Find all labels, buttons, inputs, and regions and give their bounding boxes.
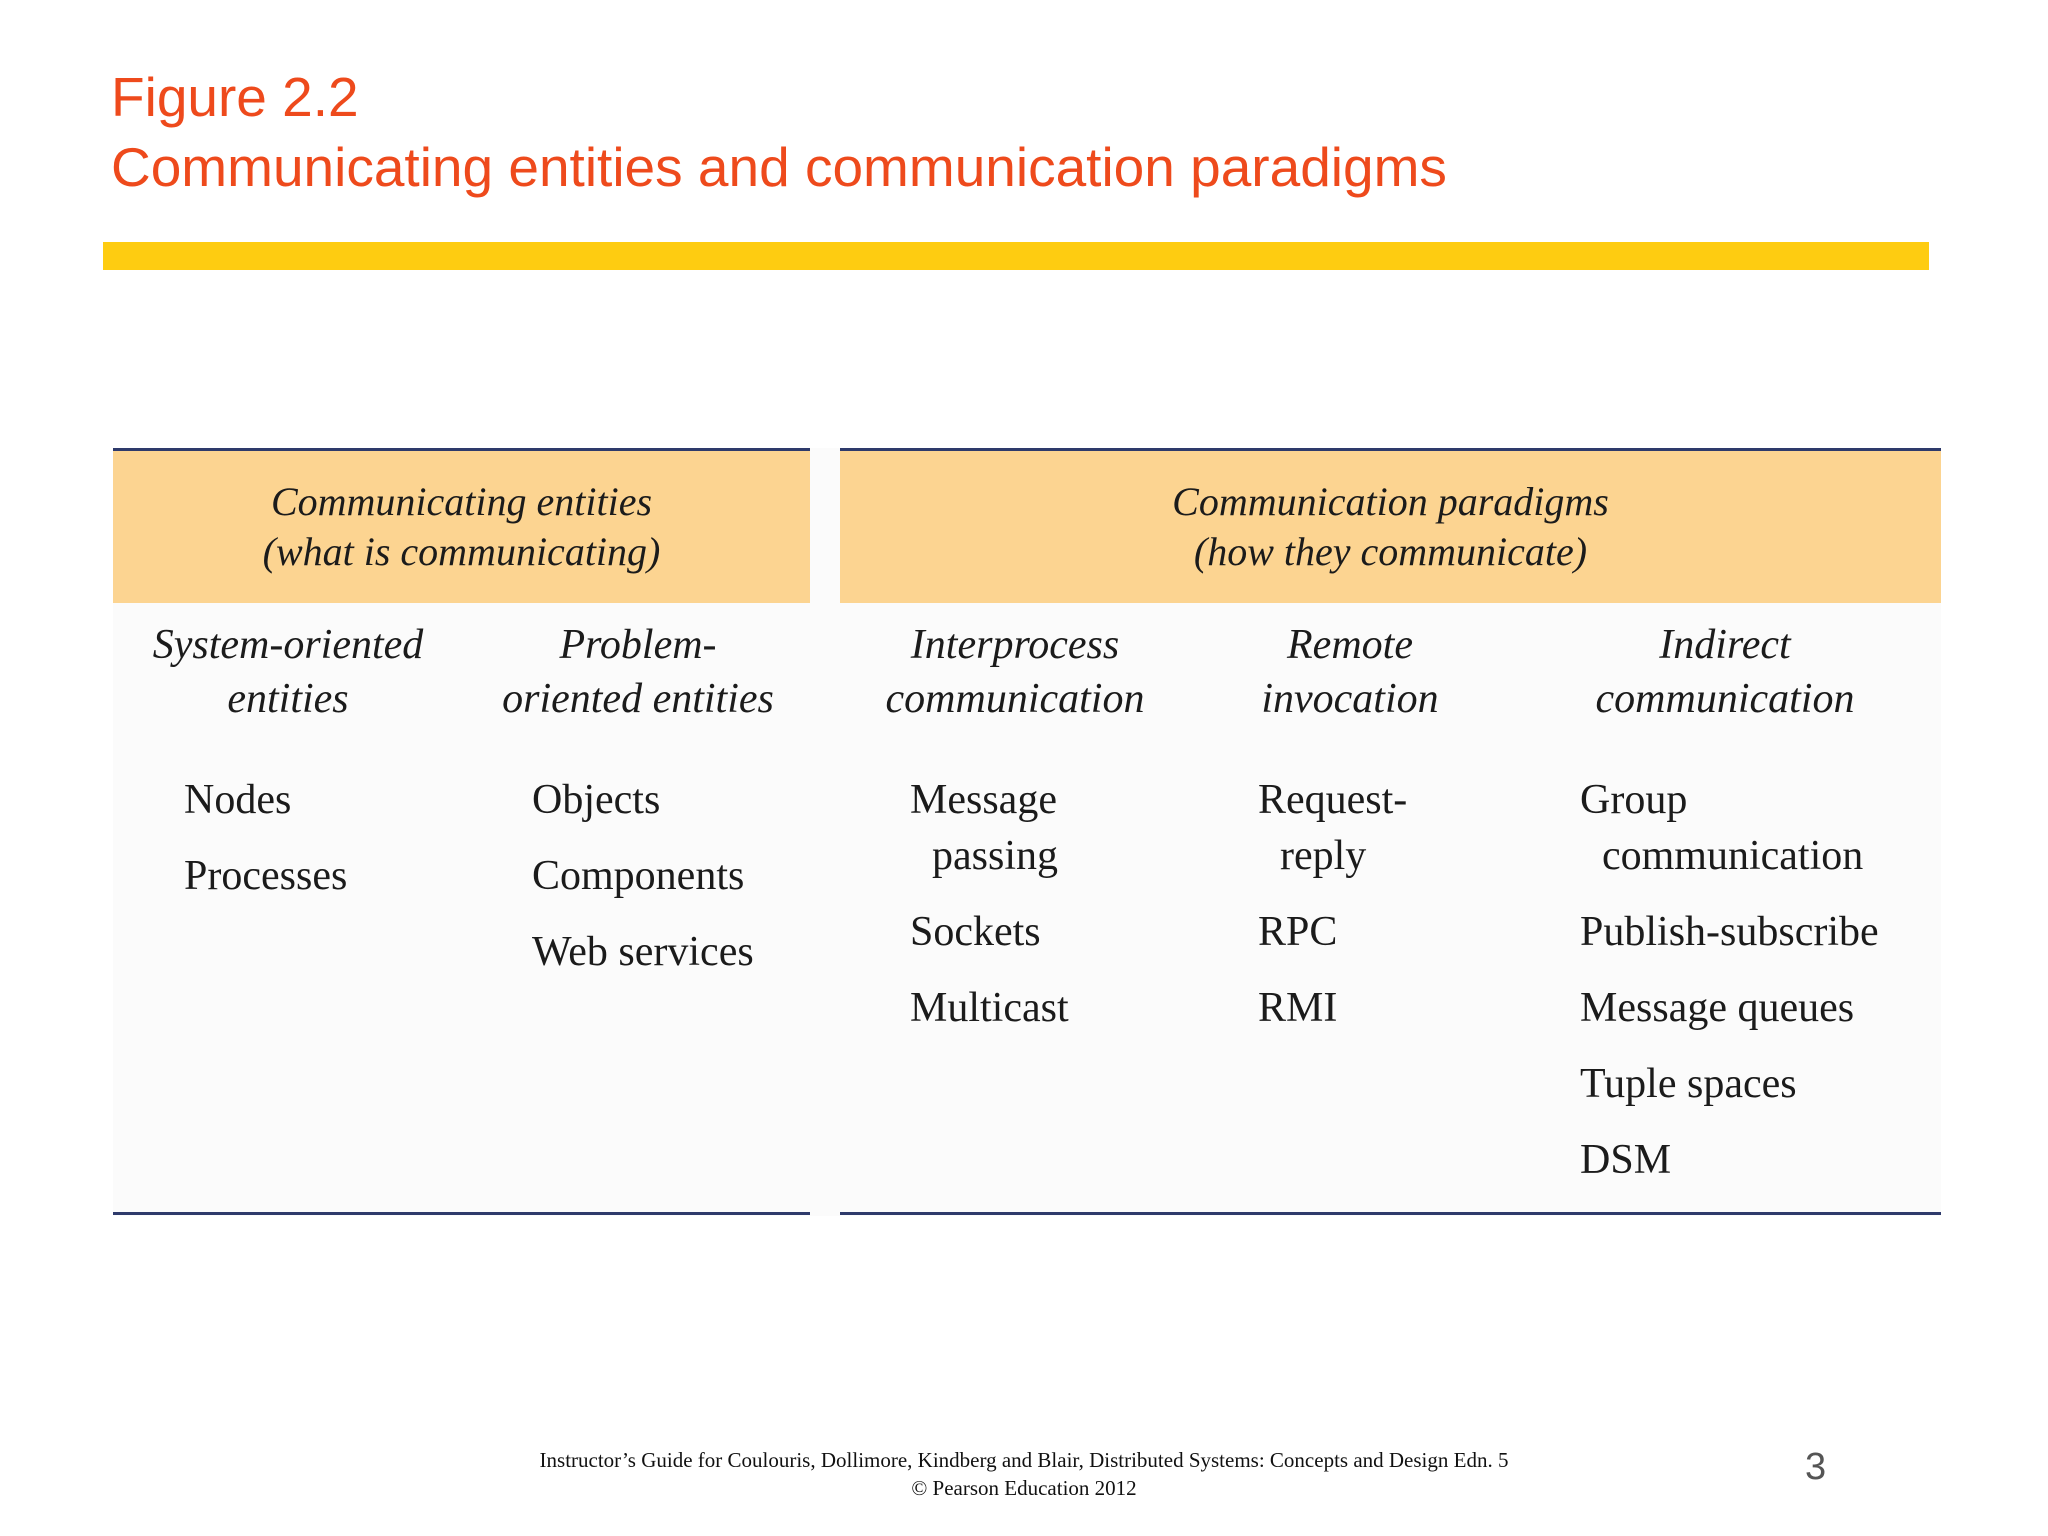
column-heading-line1: Indirect xyxy=(1659,622,1791,668)
panel-header-line1: Communicating entities xyxy=(270,479,653,524)
list-item: Multicast xyxy=(910,985,1069,1031)
page-number: 3 xyxy=(1805,1446,1827,1488)
list-item: Message queues xyxy=(1580,985,1855,1031)
panel-header-line2: (how they communicate) xyxy=(1193,529,1588,574)
figure-caption: Communicating entities and communication paradigms xyxy=(111,136,1447,198)
list-item: Objects xyxy=(532,777,661,823)
system-oriented-list xyxy=(184,772,347,924)
list-item: Components xyxy=(532,853,745,899)
panel-bottom-rule xyxy=(840,1212,1941,1215)
communication-paradigms-panel xyxy=(840,448,1941,603)
column-heading-line1: System-oriented xyxy=(152,622,424,668)
column-heading-line2: invocation xyxy=(1261,676,1439,722)
column-heading-indirect xyxy=(1560,618,1890,726)
slide-footer xyxy=(0,1446,2048,1502)
footer-citation: Instructor’s Guide for Coulouris, Dollimore, Kindberg and Blair, Distributed Systems: Concepts and Design Edn. 5 xyxy=(539,1448,1509,1472)
list-item: Sockets xyxy=(910,909,1041,955)
list-item-line1: Message xyxy=(910,777,1057,823)
column-heading-problem-oriented xyxy=(478,618,798,726)
list-item: RPC xyxy=(1258,909,1338,955)
column-heading-line2: communication xyxy=(885,676,1145,722)
list-item: Nodes xyxy=(184,777,292,823)
list-item xyxy=(910,772,1069,884)
interprocess-list xyxy=(910,772,1069,1056)
list-item: RMI xyxy=(1258,985,1338,1031)
panel-header xyxy=(840,451,1941,603)
list-item-line2: communication xyxy=(1602,833,1864,879)
list-item: DSM xyxy=(1580,1137,1672,1183)
list-item-line1: Request- xyxy=(1258,777,1408,823)
column-heading-line1: Remote xyxy=(1287,622,1413,668)
remote-invocation-list xyxy=(1258,772,1407,1056)
panel-bottom-rule xyxy=(113,1212,810,1215)
list-item-line1: Group xyxy=(1580,777,1688,823)
list-item-line2: passing xyxy=(932,833,1058,879)
figure-label: Figure 2.2 xyxy=(111,66,359,128)
list-item xyxy=(1258,772,1407,884)
column-heading-line2: communication xyxy=(1595,676,1855,722)
panel-header-line1: Communication paradigms xyxy=(1172,479,1609,524)
footer-copyright: © Pearson Education 2012 xyxy=(911,1476,1137,1500)
list-item: Publish-subscribe xyxy=(1580,909,1879,955)
column-heading-line2: entities xyxy=(227,676,349,722)
list-item: Processes xyxy=(184,853,348,899)
column-heading-interprocess xyxy=(860,618,1170,726)
list-item-line2: reply xyxy=(1280,833,1367,879)
column-heading-remote-invocation xyxy=(1210,618,1490,726)
indirect-communication-list xyxy=(1580,772,1879,1208)
list-item xyxy=(1580,772,1879,884)
panel-header-line2: (what is communicating) xyxy=(262,529,661,574)
slide-title xyxy=(111,62,1447,202)
list-item: Web services xyxy=(532,929,754,975)
column-heading-line2: oriented entities xyxy=(502,676,774,722)
column-heading-line1: Problem- xyxy=(559,622,717,668)
column-heading-line1: Interprocess xyxy=(910,622,1120,668)
title-underline-bar xyxy=(103,242,1929,270)
communicating-entities-panel xyxy=(113,448,810,603)
problem-oriented-list xyxy=(532,772,754,1000)
list-item: Tuple spaces xyxy=(1580,1061,1797,1107)
panel-header xyxy=(113,451,810,603)
column-heading-system-oriented xyxy=(128,618,448,726)
